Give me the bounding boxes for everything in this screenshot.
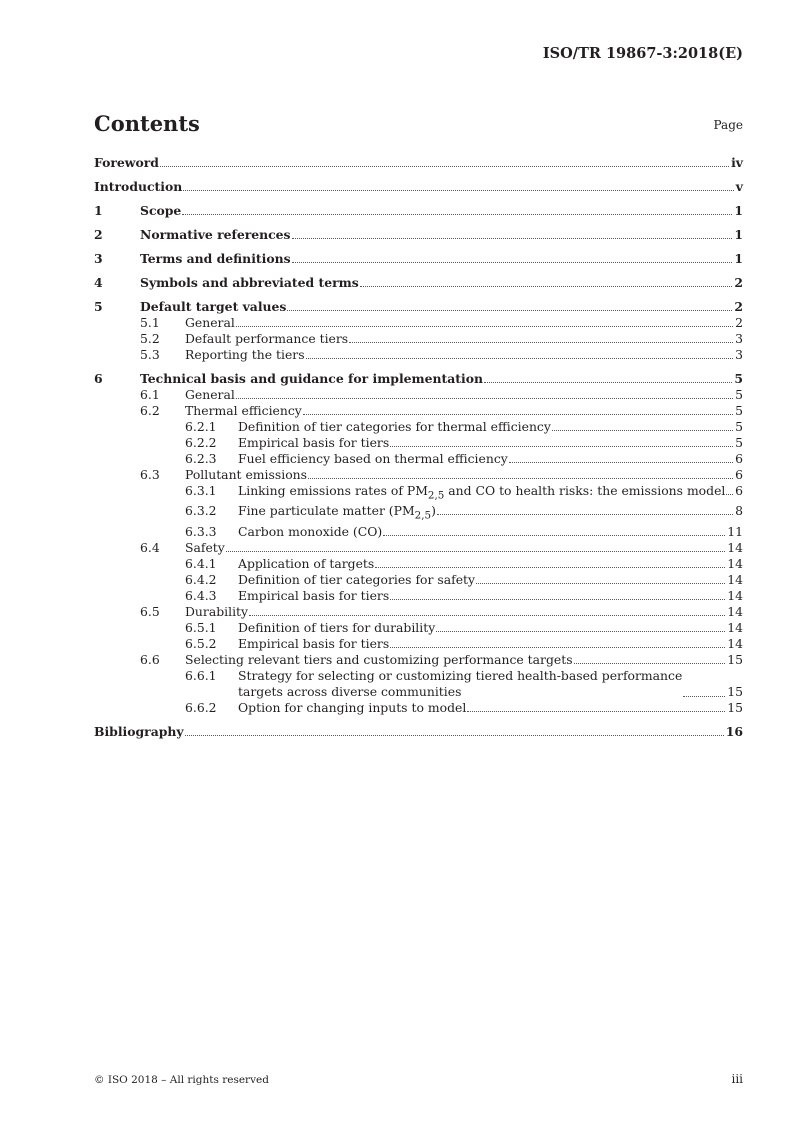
toc-entry-page: 6 (735, 451, 743, 466)
toc-entry-text: Pollutant emissions (185, 467, 307, 482)
dot-leader (437, 514, 733, 515)
dot-leader (308, 478, 733, 479)
dot-leader (726, 494, 733, 495)
dot-leader (292, 238, 733, 239)
toc-entry-page: 1 (734, 251, 743, 266)
dot-leader (683, 696, 725, 697)
toc-entry-number: 6.2.1 (185, 419, 217, 434)
toc-entry-text: Fine particulate matter $(PM_{2,5})$ (238, 503, 436, 522)
toc-entry-page: 15 (727, 651, 743, 667)
toc-entry-number: 6.6.1 (185, 667, 217, 683)
toc-entry-number: 6.2 (140, 403, 160, 418)
toc-entry-number: 2 (94, 227, 103, 242)
toc-entry-page: 1 (734, 203, 743, 218)
toc-entry-text: Reporting the tiers (185, 347, 305, 362)
toc-entry-number: 6.6 (140, 651, 160, 667)
toc-entry-text: Foreword (94, 155, 159, 170)
toc-entry-6-3-2[interactable] (94, 503, 743, 523)
toc-entry-text: Linking emissions rates of $PM_{2,5}$ and CO to health risks: the emissions model (238, 483, 726, 502)
toc-entry-number: 4 (94, 275, 103, 290)
document-id: ISO/TR 19867-3:2018(E) (542, 45, 743, 62)
toc-entry-5[interactable] (94, 299, 743, 315)
toc-entry-page: 2 (734, 299, 743, 314)
toc-entry-6-6-1[interactable] (94, 668, 743, 700)
dot-leader (375, 567, 725, 568)
toc-entry-6-3-3[interactable] (94, 524, 743, 540)
toc-entry-6-2-2[interactable] (94, 435, 743, 451)
toc-entry-page: 2 (735, 315, 743, 330)
toc-entry-page: 5 (735, 435, 743, 450)
toc-entry-page: 6 (735, 483, 743, 498)
dot-leader (182, 214, 732, 215)
toc-entry-page: 8 (735, 503, 743, 519)
dot-leader (303, 414, 733, 415)
dot-leader (552, 430, 733, 431)
toc-entry-text: Terms and definitions (140, 251, 291, 266)
toc-entry-number: 1 (94, 203, 103, 218)
toc-entry-text: Bibliography (94, 723, 184, 739)
toc-entry-page: 5 (735, 403, 743, 418)
toc-entry-text: Default target values (140, 299, 287, 314)
toc-entry-6-5[interactable] (94, 604, 743, 620)
toc-entry-page: 1 (734, 227, 743, 242)
toc-entry-page: 5 (735, 387, 743, 402)
toc-entry-number: 6.2.2 (185, 435, 217, 450)
toc-entry-text: Default performance tiers (185, 331, 349, 346)
dot-leader (226, 551, 725, 552)
toc-entry-5-3[interactable] (94, 347, 743, 363)
toc-entry-page: 3 (735, 331, 743, 346)
toc-entry-text: Symbols and abbreviated terms (140, 275, 359, 290)
subscript: 2,5 (414, 509, 432, 522)
toc-entry-6-5-2[interactable] (94, 636, 743, 652)
footer-page-number: iii (731, 1072, 743, 1086)
toc-entry-number: 6.5 (140, 603, 160, 619)
toc-entry-page: 16 (725, 723, 743, 739)
toc-entry-number: 6.3.2 (185, 503, 217, 519)
dot-leader (476, 583, 725, 584)
dot-leader (306, 358, 734, 359)
toc-entry-number: 5 (94, 299, 103, 314)
toc-entry-page: iv (731, 155, 743, 170)
toc-entry-introduction[interactable] (94, 179, 743, 195)
toc-entry-text: Strategy for selecting or customizing tiered health-based performance targets across diverse communities (238, 667, 683, 699)
toc-entry-text: Empirical basis for tiers (238, 587, 390, 603)
dot-leader (185, 735, 724, 736)
dot-leader (574, 663, 726, 664)
toc-entry-6-4[interactable] (94, 540, 743, 556)
toc-entry-text: General (185, 387, 235, 402)
toc-entry-6-6[interactable] (94, 652, 743, 668)
toc-entry-page: 11 (727, 523, 743, 539)
toc-entry-page: 3 (735, 347, 743, 362)
toc-entry-6-5-1[interactable] (94, 620, 743, 636)
toc-entry-page: 14 (727, 587, 743, 603)
toc-entry-number: 6.4.1 (185, 555, 217, 571)
toc-entry-6-4-1[interactable] (94, 556, 743, 572)
dot-leader (436, 631, 725, 632)
dot-leader (390, 446, 733, 447)
toc-entry-page: v (735, 179, 743, 194)
toc-entry-number: 5.1 (140, 315, 160, 330)
toc-entry-number: 6.3.3 (185, 523, 217, 539)
toc-entry-text: Definition of tier categories for thermal efficiency (238, 419, 551, 434)
toc-entry-text: Selecting relevant tiers and customizing performance targets (185, 651, 573, 667)
toc-entry-text: Technical basis and guidance for implementation (140, 371, 484, 386)
toc-entry-6[interactable] (94, 371, 743, 387)
toc-entry-2[interactable] (94, 227, 743, 243)
toc-entry-text: Definition of tier categories for safety (238, 571, 476, 587)
toc-entry-text: Empirical basis for tiers (238, 435, 390, 450)
toc-entry-number: 6.6.2 (185, 699, 217, 715)
toc-entry-number: 6.1 (140, 387, 160, 402)
toc-entry-text: Thermal efficiency (185, 403, 302, 418)
toc-entry-6-2-1[interactable] (94, 419, 743, 435)
dot-leader (249, 615, 725, 616)
toc-entry-5-2[interactable] (94, 331, 743, 347)
toc-entry-5-1[interactable] (94, 315, 743, 331)
dot-leader (236, 326, 733, 327)
toc-entry-number: 5.3 (140, 347, 160, 362)
toc-entry-number: 6.4.2 (185, 571, 217, 587)
dot-leader (287, 310, 732, 311)
toc-entry-page: 6 (735, 467, 743, 482)
subscript: 2,5 (427, 489, 445, 502)
toc-entry-text: General (185, 315, 235, 330)
toc-entry-text: Scope (140, 203, 182, 218)
dot-leader (183, 190, 734, 191)
toc-entry-page: 2 (734, 275, 743, 290)
page-title: Contents (94, 111, 200, 136)
toc-entry-6-6-2[interactable] (94, 700, 743, 716)
toc-entry-page: 15 (727, 683, 743, 699)
toc-entry-6-3-1[interactable] (94, 483, 743, 503)
dot-leader (349, 342, 733, 343)
toc-entry-page: 5 (734, 371, 743, 386)
toc-entry-1[interactable] (94, 203, 743, 219)
toc-entry-number: 6.4.3 (185, 587, 217, 603)
dot-leader (160, 166, 729, 167)
toc-entry-page: 14 (727, 603, 743, 619)
toc-entry-page: 14 (727, 539, 743, 555)
toc-entry-page: 14 (727, 571, 743, 587)
toc-entry-page: 14 (727, 619, 743, 635)
toc-entry-6-3[interactable] (94, 467, 743, 483)
page-column-label: Page (713, 118, 743, 132)
toc-entry-number: 6.3.1 (185, 483, 217, 498)
toc-entry-number: 5.2 (140, 331, 160, 346)
toc-entry-4[interactable] (94, 275, 743, 291)
toc-entry-text: Introduction (94, 179, 183, 194)
toc-entry-number: 6.5.2 (185, 635, 217, 651)
toc-entry-text: Carbon monoxide (CO) (238, 523, 383, 539)
toc-entry-3[interactable] (94, 251, 743, 267)
toc-entry-number: 6 (94, 371, 103, 386)
toc-entry-page: 15 (727, 699, 743, 715)
toc-entry-6-2-3[interactable] (94, 451, 743, 467)
dot-leader (484, 382, 732, 383)
toc-entry-text: Application of targets (238, 555, 375, 571)
toc-entry-text: Safety (185, 539, 225, 555)
toc-entry-text: Durability (185, 603, 249, 619)
toc-entry-page: 14 (727, 555, 743, 571)
toc-entry-foreword[interactable] (94, 155, 743, 171)
toc-entry-6-1[interactable] (94, 387, 743, 403)
dot-leader (236, 398, 733, 399)
dot-leader (390, 647, 725, 648)
toc-entry-text: Empirical basis for tiers (238, 635, 390, 651)
dot-leader (383, 535, 725, 536)
dot-leader (467, 711, 725, 712)
dot-leader (292, 262, 733, 263)
toc-entry-text: Definition of tiers for durability (238, 619, 436, 635)
toc-entry-text: Fuel efficiency based on thermal efficiency (238, 451, 508, 466)
toc-entry-number: 3 (94, 251, 103, 266)
toc-entry-bibliography[interactable] (94, 724, 743, 740)
toc-entry-number: 6.3 (140, 467, 160, 482)
dot-leader (509, 462, 733, 463)
toc-entry-text: Normative references (140, 227, 291, 242)
dot-leader (360, 286, 733, 287)
toc-entry-6-4-2[interactable] (94, 572, 743, 588)
toc-entry-6-4-3[interactable] (94, 588, 743, 604)
toc-entry-page: 5 (735, 419, 743, 434)
dot-leader (390, 599, 725, 600)
table-of-contents (94, 155, 743, 740)
toc-entry-number: 6.5.1 (185, 619, 217, 635)
toc-entry-6-2[interactable] (94, 403, 743, 419)
toc-entry-number: 6.2.3 (185, 451, 217, 466)
footer-copyright: © ISO 2018 – All rights reserved (94, 1074, 269, 1086)
toc-entry-page: 14 (727, 635, 743, 651)
toc-entry-number: 6.4 (140, 539, 160, 555)
toc-entry-text: Option for changing inputs to model (238, 699, 467, 715)
